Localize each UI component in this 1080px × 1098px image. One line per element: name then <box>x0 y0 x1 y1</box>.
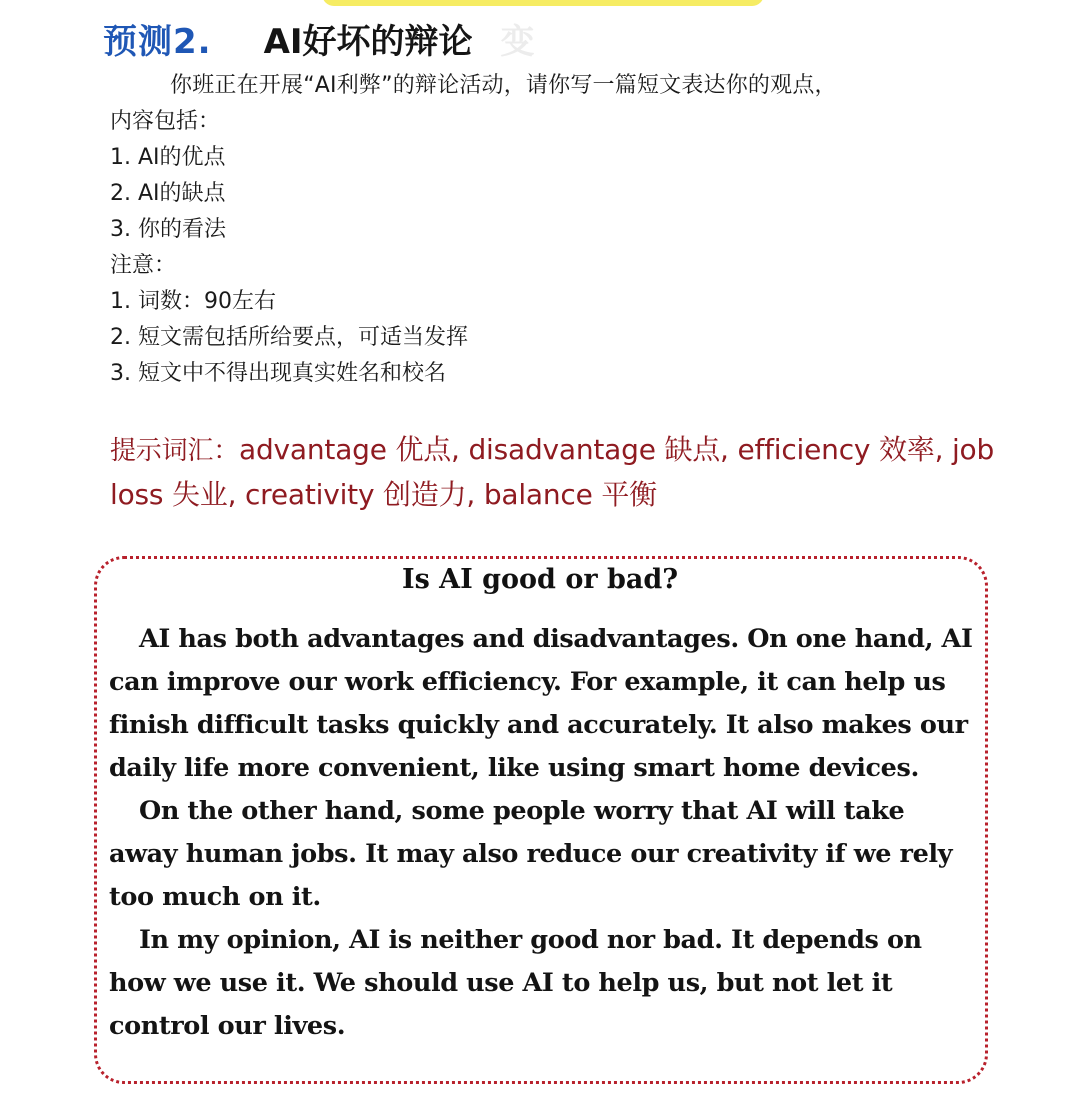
essay-paragraph: AI has both advantages and disadvantages. On one hand, AI can improve our work efficiency. For example, it can help us finish difficult tasks quickly and accurately. It also makes our daily life more convenient, like using smart home devices. <box>109 624 973 783</box>
yellow-tab-decoration <box>322 0 764 6</box>
note-item: 3. 短文中不得出现真实姓名和校名 <box>110 361 446 386</box>
essay-body <box>109 618 979 1048</box>
essay-title: Is AI good or bad? <box>401 564 679 595</box>
note-item: 2. 短文需包括所给要点，可适当发挥 <box>110 325 468 350</box>
page-title: AI好坏的辩论 <box>263 21 473 62</box>
note-item: 1. 词数：90左右 <box>110 289 276 314</box>
bleed-through-text: 变 <box>500 21 535 62</box>
hint-terms: advantage 优点, disadvantage 缺点, efficiency 效率, job loss 失业, creativity 创造力, balance 平衡 <box>110 433 995 511</box>
page-header <box>103 10 535 66</box>
notes-heading: 注意： <box>110 253 177 278</box>
content-item: 2. AI的缺点 <box>110 181 226 206</box>
essay-paragraph: In my opinion, AI is neither good nor bad. It depends on how we use it. We should use AI to help us, but not let it control our lives. <box>109 925 922 1041</box>
task-prompt: 你班正在开展“AI利弊”的辩论活动，请你写一篇短文表达你的观点， <box>170 73 837 98</box>
content-item: 3. 你的看法 <box>110 217 226 242</box>
content-item: 1. AI的优点 <box>110 145 226 170</box>
task-instructions <box>110 68 1030 392</box>
hint-label: 提示词汇： <box>110 436 240 466</box>
content-heading: 内容包括： <box>110 109 221 134</box>
prediction-number: 预测2. <box>103 21 212 62</box>
essay-paragraph: On the other hand, some people worry that AI will take away human jobs. It may also reduce our creativity if we rely too much on it. <box>109 796 953 912</box>
vocabulary-hint <box>110 428 1010 516</box>
